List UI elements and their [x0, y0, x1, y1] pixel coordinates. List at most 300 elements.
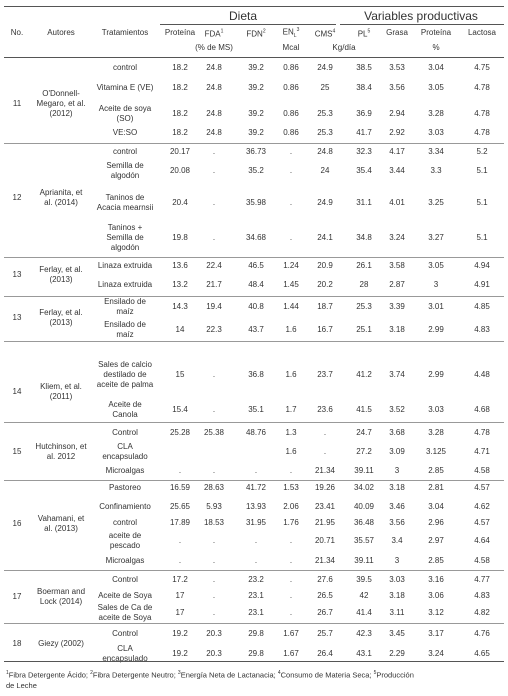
value-cell: 3.24: [389, 233, 405, 242]
value-cell: 3.53: [389, 63, 405, 72]
value-cell: 3.52: [389, 405, 405, 414]
value-cell: 2.29: [389, 649, 405, 658]
treatment-cell: Control: [112, 575, 138, 584]
value-cell: 2.92: [389, 128, 405, 137]
value-cell: 20.3: [206, 649, 222, 658]
group-divider: [4, 623, 504, 624]
value-cell: 21.7: [206, 280, 222, 289]
value-cell: 3.18: [389, 483, 405, 492]
value-cell: .: [289, 556, 293, 565]
value-cell: 4.57: [474, 518, 490, 527]
treatment-cell: control: [112, 63, 137, 72]
value-cell: 25.3: [356, 302, 372, 311]
value-cell: .: [212, 147, 216, 156]
value-cell: 25: [320, 83, 330, 92]
value-cell: 1.76: [283, 518, 299, 527]
value-cell: .: [289, 166, 293, 175]
value-cell: 48.4: [248, 280, 264, 289]
value-cell: .: [289, 233, 293, 242]
value-cell: 13.6: [172, 261, 188, 270]
value-cell: 17: [175, 591, 185, 600]
value-cell: 38.4: [356, 83, 372, 92]
value-cell: 39.2: [248, 83, 264, 92]
value-cell: 20.9: [317, 261, 333, 270]
value-cell: 3.4: [391, 536, 403, 545]
value-cell: 3.45: [389, 629, 405, 638]
value-cell: 3.05: [428, 261, 444, 270]
value-cell: 23.6: [317, 405, 333, 414]
value-cell: 17.2: [172, 575, 188, 584]
value-cell: 4.58: [474, 556, 490, 565]
value-cell: 39.2: [248, 128, 264, 137]
value-cell: 24.7: [356, 428, 372, 437]
value-cell: 20.2: [317, 280, 333, 289]
value-cell: 38.5: [356, 63, 372, 72]
treatment-cell: Linaza extruida: [97, 261, 153, 270]
row-number: 13: [12, 270, 22, 279]
col-autores: Autores: [47, 28, 75, 37]
value-cell: 1.3: [285, 428, 297, 437]
row-number: 17: [12, 592, 22, 601]
value-cell: 4.57: [474, 483, 490, 492]
row-number: 13: [12, 313, 22, 322]
footnote: $^1$Fibra Detergente Ácido; $^2$Fibra Detergente Neutro; $^3$Energía Neta de Lactanacia; $^4$Consumo de Materia Seca; $^5$Producción de Leche: [6, 670, 414, 690]
value-cell: 19.26: [314, 483, 336, 492]
value-cell: 36.73: [245, 147, 267, 156]
treatment-cell: Ensilado de maíz: [104, 297, 146, 316]
variables-underline: [340, 24, 504, 25]
value-cell: 4.78: [474, 83, 490, 92]
value-cell: 16.59: [169, 483, 191, 492]
value-cell: 3.03: [428, 128, 444, 137]
value-cell: .: [212, 166, 216, 175]
value-cell: 5.1: [476, 166, 488, 175]
value-cell: 4.58: [474, 466, 490, 475]
value-cell: 20.4: [172, 198, 188, 207]
col-fdn: FDN$^2$: [246, 28, 266, 39]
value-cell: .: [212, 536, 216, 545]
value-cell: 4.65: [474, 649, 490, 658]
value-cell: 43.1: [356, 649, 372, 658]
value-cell: 31.95: [245, 518, 267, 527]
group-divider: [4, 422, 504, 423]
value-cell: 36.9: [356, 109, 372, 118]
value-cell: 4.75: [474, 63, 490, 72]
col-proteina2: Proteína: [420, 28, 452, 37]
value-cell: 34.68: [245, 233, 267, 242]
value-cell: 4.48: [474, 370, 490, 379]
value-cell: 25.3: [317, 128, 333, 137]
author-cell: Ferlay, et al. (2013): [39, 308, 83, 327]
value-cell: 3.56: [389, 83, 405, 92]
bottom-rule: [4, 661, 504, 662]
group-divider: [4, 143, 504, 144]
value-cell: 4.94: [474, 261, 490, 270]
value-cell: 4.91: [474, 280, 490, 289]
value-cell: 22.4: [206, 261, 222, 270]
value-cell: .: [289, 466, 293, 475]
value-cell: 17.89: [169, 518, 191, 527]
value-cell: .: [289, 147, 293, 156]
value-cell: 1.24: [283, 261, 299, 270]
value-cell: 4.78: [474, 428, 490, 437]
value-cell: 46.5: [248, 261, 264, 270]
value-cell: 3: [433, 280, 439, 289]
dieta-underline: [160, 24, 336, 25]
value-cell: 35.1: [248, 405, 264, 414]
unit-ms: (% de MS): [195, 43, 233, 52]
value-cell: .: [254, 536, 258, 545]
treatment-cell: Microalgas: [105, 466, 145, 475]
value-cell: 19.2: [172, 629, 188, 638]
value-cell: 24.9: [317, 198, 333, 207]
top-rule: [4, 6, 504, 7]
value-cell: 4.68: [474, 405, 490, 414]
value-cell: 27.2: [356, 447, 372, 456]
value-cell: .: [212, 466, 216, 475]
value-cell: 18.2: [172, 128, 188, 137]
value-cell: 5.93: [206, 502, 222, 511]
value-cell: 2.99: [428, 370, 444, 379]
value-cell: 1.7: [285, 405, 297, 414]
value-cell: 3.58: [389, 261, 405, 270]
value-cell: 35.57: [353, 536, 375, 545]
value-cell: 25.3: [317, 109, 333, 118]
value-cell: 3.18: [389, 325, 405, 334]
value-cell: 4.76: [474, 629, 490, 638]
col-no: No.: [10, 28, 24, 37]
value-cell: 25.7: [317, 629, 333, 638]
value-cell: 29.8: [248, 649, 264, 658]
value-cell: 3.04: [428, 63, 444, 72]
value-cell: 39.5: [356, 575, 372, 584]
value-cell: 43.7: [248, 325, 264, 334]
value-cell: 25.28: [169, 428, 191, 437]
value-cell: 18.2: [172, 63, 188, 72]
value-cell: 4.83: [474, 591, 490, 600]
value-cell: 20.71: [314, 536, 336, 545]
value-cell: 2.81: [428, 483, 444, 492]
value-cell: 32.3: [356, 147, 372, 156]
value-cell: 3.74: [389, 370, 405, 379]
value-cell: 2.87: [389, 280, 405, 289]
value-cell: 2.06: [283, 502, 299, 511]
value-cell: 24.8: [206, 128, 222, 137]
value-cell: 35.2: [248, 166, 264, 175]
value-cell: 35.4: [356, 166, 372, 175]
author-cell: Kliem, et al. (2011): [40, 382, 82, 401]
value-cell: 22.3: [206, 325, 222, 334]
value-cell: 26.5: [317, 591, 333, 600]
value-cell: 3.18: [389, 591, 405, 600]
value-cell: 21.34: [314, 466, 336, 475]
value-cell: .: [178, 466, 182, 475]
group-divider: [4, 296, 504, 297]
value-cell: 4.01: [389, 198, 405, 207]
value-cell: 13.2: [172, 280, 188, 289]
col-grasa: Grasa: [386, 28, 408, 37]
value-cell: 1.44: [283, 302, 299, 311]
value-cell: 4.62: [474, 502, 490, 511]
value-cell: 3.09: [389, 447, 405, 456]
value-cell: 26.4: [317, 649, 333, 658]
value-cell: 28.63: [203, 483, 225, 492]
value-cell: 0.86: [283, 128, 299, 137]
col-enl: $EN_L^3$: [282, 26, 300, 40]
value-cell: 41.5: [356, 405, 372, 414]
treatment-cell: Control: [112, 428, 138, 437]
value-cell: 4.77: [474, 575, 490, 584]
col-fda: FDA$^1$: [204, 28, 224, 39]
value-cell: .: [212, 608, 216, 617]
author-cell: Ferlay, et al. (2013): [39, 265, 83, 284]
value-cell: 3: [394, 466, 400, 475]
value-cell: .: [289, 591, 293, 600]
value-cell: 3.28: [428, 109, 444, 118]
value-cell: 21.95: [314, 518, 336, 527]
dieta-heading: Dieta: [228, 9, 258, 23]
value-cell: 3.27: [428, 233, 444, 242]
value-cell: 3.25: [428, 198, 444, 207]
treatment-cell: control: [112, 518, 137, 527]
value-cell: 41.2: [356, 370, 372, 379]
value-cell: 23.7: [317, 370, 333, 379]
value-cell: 17: [175, 608, 185, 617]
value-cell: 24.8: [206, 83, 222, 92]
value-cell: .: [289, 608, 293, 617]
value-cell: 19.2: [172, 649, 188, 658]
value-cell: 24: [320, 166, 330, 175]
treatment-cell: Linaza extruida: [97, 280, 153, 289]
value-cell: 5.2: [476, 147, 488, 156]
value-cell: .: [254, 466, 258, 475]
group-divider: [4, 480, 504, 481]
author-cell: Vahamani, et al. (2013): [37, 514, 85, 533]
value-cell: 3.28: [428, 428, 444, 437]
value-cell: 2.97: [428, 536, 444, 545]
row-number: 14: [12, 387, 22, 396]
value-cell: 3.68: [389, 428, 405, 437]
value-cell: 15.4: [172, 405, 188, 414]
value-cell: 3.56: [389, 518, 405, 527]
treatment-cell: Taninos + Semilla de algodón: [106, 223, 144, 252]
row-number: 18: [12, 639, 22, 648]
value-cell: 19.8: [172, 233, 188, 242]
treatment-cell: Taninos de Acacia mearnsii: [96, 193, 154, 212]
value-cell: 31.1: [356, 198, 372, 207]
value-cell: .: [212, 405, 216, 414]
value-cell: 14.3: [172, 302, 188, 311]
value-cell: 1.6: [285, 325, 297, 334]
value-cell: .: [212, 591, 216, 600]
value-cell: 3.17: [428, 629, 444, 638]
value-cell: 3.46: [389, 502, 405, 511]
author-cell: O'Donnell-Megaro, et al. (2012): [36, 89, 86, 118]
value-cell: 41.4: [356, 608, 372, 617]
value-cell: 18.53: [203, 518, 225, 527]
value-cell: 3.16: [428, 575, 444, 584]
value-cell: 1.6: [285, 447, 297, 456]
value-cell: 42.3: [356, 629, 372, 638]
value-cell: 1.53: [283, 483, 299, 492]
value-cell: 19.4: [206, 302, 222, 311]
value-cell: 29.8: [248, 629, 264, 638]
value-cell: 23.2: [248, 575, 264, 584]
value-cell: 3.12: [428, 608, 444, 617]
value-cell: 27.6: [317, 575, 333, 584]
value-cell: 24.8: [206, 63, 222, 72]
value-cell: 3.125: [425, 447, 447, 456]
value-cell: 34.02: [353, 483, 375, 492]
value-cell: 39.2: [248, 109, 264, 118]
treatment-cell: Pastoreo: [108, 483, 142, 492]
treatment-cell: Confinamiento: [99, 502, 151, 511]
treatment-cell: Microalgas: [105, 556, 145, 565]
value-cell: .: [289, 575, 293, 584]
value-cell: 23.1: [248, 591, 264, 600]
value-cell: 3.01: [428, 302, 444, 311]
value-cell: 3.03: [428, 405, 444, 414]
author-cell: Boerman and Lock (2014): [36, 587, 86, 606]
value-cell: 1.45: [283, 280, 299, 289]
value-cell: 21.34: [314, 556, 336, 565]
value-cell: .: [323, 447, 327, 456]
value-cell: 3.03: [389, 575, 405, 584]
value-cell: .: [323, 428, 327, 437]
value-cell: .: [212, 575, 216, 584]
value-cell: 18.2: [172, 109, 188, 118]
value-cell: 40.09: [353, 502, 375, 511]
treatment-cell: Vitamina E (VE): [96, 83, 154, 92]
value-cell: 4.78: [474, 128, 490, 137]
group-divider: [4, 257, 504, 258]
value-cell: 34.8: [356, 233, 372, 242]
value-cell: 2.99: [428, 325, 444, 334]
value-cell: 18.7: [317, 302, 333, 311]
treatment-cell: CLA encapsulado: [102, 644, 148, 663]
value-cell: 36.48: [353, 518, 375, 527]
value-cell: 0.86: [283, 63, 299, 72]
value-cell: .: [212, 198, 216, 207]
value-cell: 18.2: [172, 83, 188, 92]
value-cell: 28: [359, 280, 369, 289]
treatment-cell: VE:SO: [112, 128, 138, 137]
value-cell: 3: [394, 556, 400, 565]
value-cell: 3.44: [389, 166, 405, 175]
value-cell: 15: [175, 370, 185, 379]
value-cell: 14: [175, 325, 185, 334]
unit-kg: Kg/día: [332, 43, 356, 52]
value-cell: 3.24: [428, 649, 444, 658]
author-cell: Hutchinson, et al. 2012: [35, 442, 87, 461]
value-cell: 4.83: [474, 325, 490, 334]
value-cell: 1.67: [283, 629, 299, 638]
value-cell: 4.82: [474, 608, 490, 617]
value-cell: .: [254, 556, 258, 565]
row-number: 15: [12, 447, 22, 456]
value-cell: 41.72: [245, 483, 267, 492]
value-cell: 1.6: [285, 370, 297, 379]
author-cell: Aprianita, et al. (2014): [39, 188, 83, 207]
group-divider: [4, 341, 504, 342]
value-cell: 24.1: [317, 233, 333, 242]
value-cell: 26.7: [317, 608, 333, 617]
value-cell: .: [289, 536, 293, 545]
row-number: 11: [12, 99, 22, 108]
header-rule: [4, 57, 504, 58]
author-cell: Giezy (2002): [38, 639, 84, 648]
value-cell: 4.71: [474, 447, 490, 456]
variables-heading: Variables productivas: [364, 9, 478, 23]
value-cell: 24.8: [206, 109, 222, 118]
value-cell: 25.1: [356, 325, 372, 334]
value-cell: .: [178, 536, 182, 545]
treatment-cell: Sales de Ca de aceite de Soya: [97, 603, 153, 622]
value-cell: 1.67: [283, 649, 299, 658]
treatment-cell: Aceite de Soya: [98, 591, 152, 600]
value-cell: 2.94: [389, 109, 405, 118]
treatment-cell: control: [112, 147, 137, 156]
col-pl: $PL^5$: [357, 28, 371, 39]
value-cell: 3.11: [389, 608, 405, 617]
col-tratamientos: Tratamientos: [101, 28, 149, 37]
value-cell: 25.65: [169, 502, 191, 511]
value-cell: 4.78: [474, 109, 490, 118]
value-cell: 41.7: [356, 128, 372, 137]
treatment-cell: Semilla de algodón: [106, 161, 144, 180]
value-cell: .: [212, 233, 216, 242]
value-cell: 3.34: [428, 147, 444, 156]
value-cell: 23.41: [314, 502, 336, 511]
value-cell: 3.39: [389, 302, 405, 311]
treatment-cell: Sales de calcio destilado de aceite de palma: [96, 360, 154, 389]
value-cell: 4.64: [474, 536, 490, 545]
value-cell: 5.1: [476, 198, 488, 207]
value-cell: 48.76: [245, 428, 267, 437]
value-cell: 2.85: [428, 556, 444, 565]
col-cms: CMS$^4$: [314, 28, 336, 39]
value-cell: 0.86: [283, 83, 299, 92]
row-number: 16: [12, 519, 22, 528]
treatment-cell: CLA encapsulado: [102, 442, 148, 461]
value-cell: 16.7: [317, 325, 333, 334]
treatment-cell: Aceite de soya (SO): [98, 104, 152, 123]
col-proteina: Proteína: [164, 28, 196, 37]
value-cell: 20.08: [169, 166, 191, 175]
value-cell: 13.93: [245, 502, 267, 511]
value-cell: 4.85: [474, 302, 490, 311]
value-cell: 35.98: [245, 198, 267, 207]
value-cell: 24.8: [317, 147, 333, 156]
treatment-cell: Ensilado de maíz: [104, 320, 146, 339]
group-divider: [4, 570, 504, 571]
value-cell: 20.3: [206, 629, 222, 638]
col-lactosa: Lactosa: [467, 28, 497, 37]
value-cell: 39.11: [354, 556, 374, 565]
value-cell: .: [289, 198, 293, 207]
value-cell: 2.85: [428, 466, 444, 475]
value-cell: 39.11: [354, 466, 374, 475]
value-cell: .: [212, 370, 216, 379]
value-cell: 3.3: [430, 166, 442, 175]
value-cell: 20.17: [169, 147, 191, 156]
value-cell: 40.8: [248, 302, 264, 311]
value-cell: 5.1: [476, 233, 488, 242]
value-cell: 23.1: [248, 608, 264, 617]
value-cell: 0.86: [283, 109, 299, 118]
value-cell: 42: [359, 591, 369, 600]
value-cell: 3.05: [428, 83, 444, 92]
